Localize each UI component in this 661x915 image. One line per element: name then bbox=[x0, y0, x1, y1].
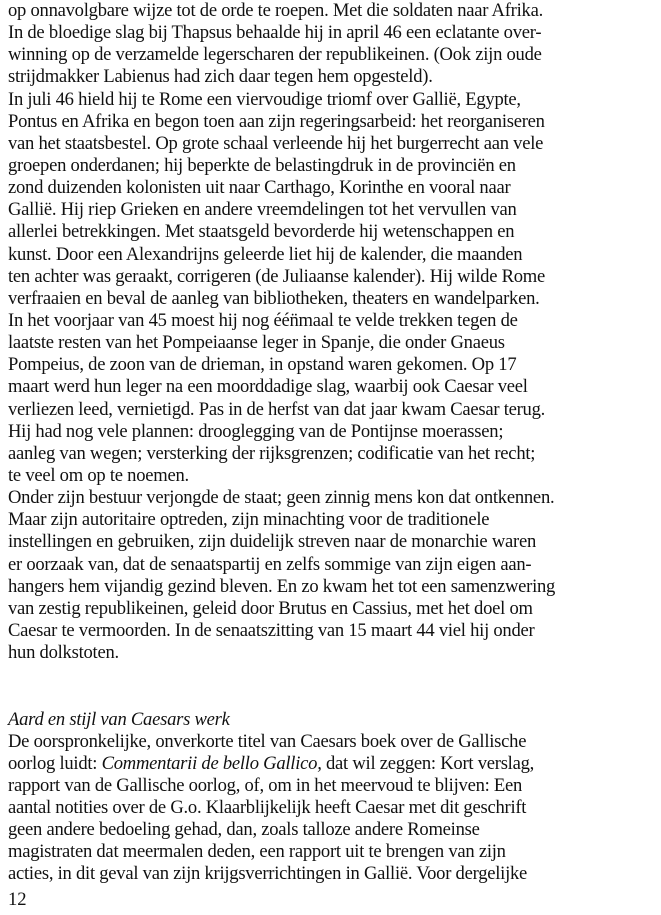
text-line: op onnavolgbare wijze tot de orde te roepen. Met die soldaten naar Afrika. bbox=[8, 0, 543, 21]
text-line: Onder zijn bestuur verjongde de staat; geen zinnig mens kon dat ontkennen. bbox=[8, 487, 555, 509]
text-line: hangers hem vijandig gezind bleven. En zo kwam het tot een samenzwering bbox=[8, 575, 556, 597]
document-page bbox=[8, 0, 654, 886]
text-line: groepen onderdanen; hij beperkte de belastingdruk in de provinciën en bbox=[8, 154, 516, 176]
text-line: Pompeius, de zoon van de drieman, in opstand waren gekomen. Op 17 bbox=[8, 354, 517, 376]
page-number: 12 bbox=[8, 889, 27, 910]
text-line: winning op de verzamelde legerscharen der republikeinen. (Ook zijn oude bbox=[8, 44, 542, 66]
text-line: magistraten dat meermalen deden, een rapport uit te brengen van zijn bbox=[8, 841, 506, 863]
paragraph-assassination bbox=[8, 487, 654, 664]
paragraph-spacer bbox=[8, 686, 654, 708]
text-line: laatste resten van het Pompeiaanse leger in Spanje, die onder Gnaeus bbox=[8, 332, 505, 354]
text-line: In het voorjaar van 45 moest hij nog één̈maal te velde trekken tegen de bbox=[8, 309, 518, 331]
text-line: Pontus en Afrika en begon toen aan zijn regeringsarbeid: het reorganiseren bbox=[8, 110, 545, 132]
text-line: In juli 46 hield hij te Rome een viervoudige triomf over Gallië, Egypte, bbox=[8, 88, 521, 110]
text-line: ten achter was geraakt, corrigeren (de Juliaanse kalender). Hij wilde Rome bbox=[8, 265, 546, 287]
text-line: er oorzaak van, dat de senaatspartij en zelfs sommige van zijn eigen aan- bbox=[8, 553, 532, 575]
text-line: van zestig republikeinen, geleid door Brutus en Cassius, met het doel om bbox=[8, 597, 533, 619]
text-line: zond duizenden kolonisten uit naar Carthago, Korinthe en vooral naar bbox=[8, 177, 511, 199]
paragraph-reforms bbox=[8, 89, 654, 488]
paragraph-thapsus bbox=[8, 0, 654, 89]
text-line: instellingen en gebruiken, zijn duidelijk streven naar de monarchie waren bbox=[8, 531, 537, 553]
text-line: kunst. Door een Alexandrijns geleerde liet hij de kalender, die maanden bbox=[8, 243, 523, 265]
text-line: strijdmakker Labienus had zich daar tegen hem opgesteld). bbox=[8, 66, 433, 88]
text-run: dat wil zeggen: Kort verslag, bbox=[321, 752, 535, 774]
text-line: maart werd hun leger na een moorddadige slag, waarbij ook Caesar veel bbox=[8, 376, 528, 398]
text-line: verliezen leed, vernietigd. Pas in de herfst van dat jaar kwam Caesar terug. bbox=[8, 398, 546, 420]
latin-title: Commentarii de bello Gallico, bbox=[101, 752, 322, 774]
text-run: oorlog luidt: bbox=[8, 752, 102, 774]
paragraph-work-style bbox=[8, 731, 654, 886]
text-line: Gallië. Hij riep Grieken en andere vreemdelingen tot het vervullen van bbox=[8, 199, 517, 221]
text-line: allerlei betrekkingen. Met staatsgeld bevorderde hij wetenschappen en bbox=[8, 221, 515, 243]
text-line: geen andere bedoeling gehad, dan, zoals talloze andere Romeinse bbox=[8, 819, 480, 841]
text-line: rapport van de Gallische oorlog, of, om in het meervoud te blijven: Een bbox=[8, 774, 523, 796]
text-line: aantal notities over de G.o. Klaarblijkelijk heeft Caesar met dit geschrift bbox=[8, 797, 527, 819]
paragraph-spacer bbox=[8, 664, 654, 686]
text-line: Caesar te vermoorden. In de senaatszitting van 15 maart 44 viel hij onder bbox=[8, 619, 535, 641]
text-line: te veel om op te noemen. bbox=[8, 464, 189, 486]
text-line: van het staatsbestel. Op grote schaal verleende hij het burgerrecht aan vele bbox=[8, 132, 544, 154]
text-line: verfraaien en beval de aanleg van bibliotheken, theaters en wandelparken. bbox=[8, 287, 540, 309]
text-line bbox=[8, 753, 654, 775]
text-line: De oorspronkelijke, onverkorte titel van Caesars boek over de Gallische bbox=[8, 730, 527, 752]
section-heading: Aard en stijl van Caesars werk bbox=[8, 708, 230, 730]
text-line: aanleg van wegen; versterking der rijksgrenzen; codificatie van het recht; bbox=[8, 442, 536, 464]
text-line: hun dolkstoten. bbox=[8, 642, 119, 664]
text-line: Maar zijn autoritaire optreden, zijn minachting voor de traditionele bbox=[8, 509, 490, 531]
text-line: acties, in dit geval van zijn krijgsverrichtingen in Gallië. Voor dergelijke bbox=[8, 863, 528, 885]
text-line: Hij had nog vele plannen: drooglegging van de Pontijnse moerassen; bbox=[8, 420, 504, 442]
text-line: In de bloedige slag bij Thapsus behaalde hij in april 46 een eclatante over- bbox=[8, 22, 542, 44]
